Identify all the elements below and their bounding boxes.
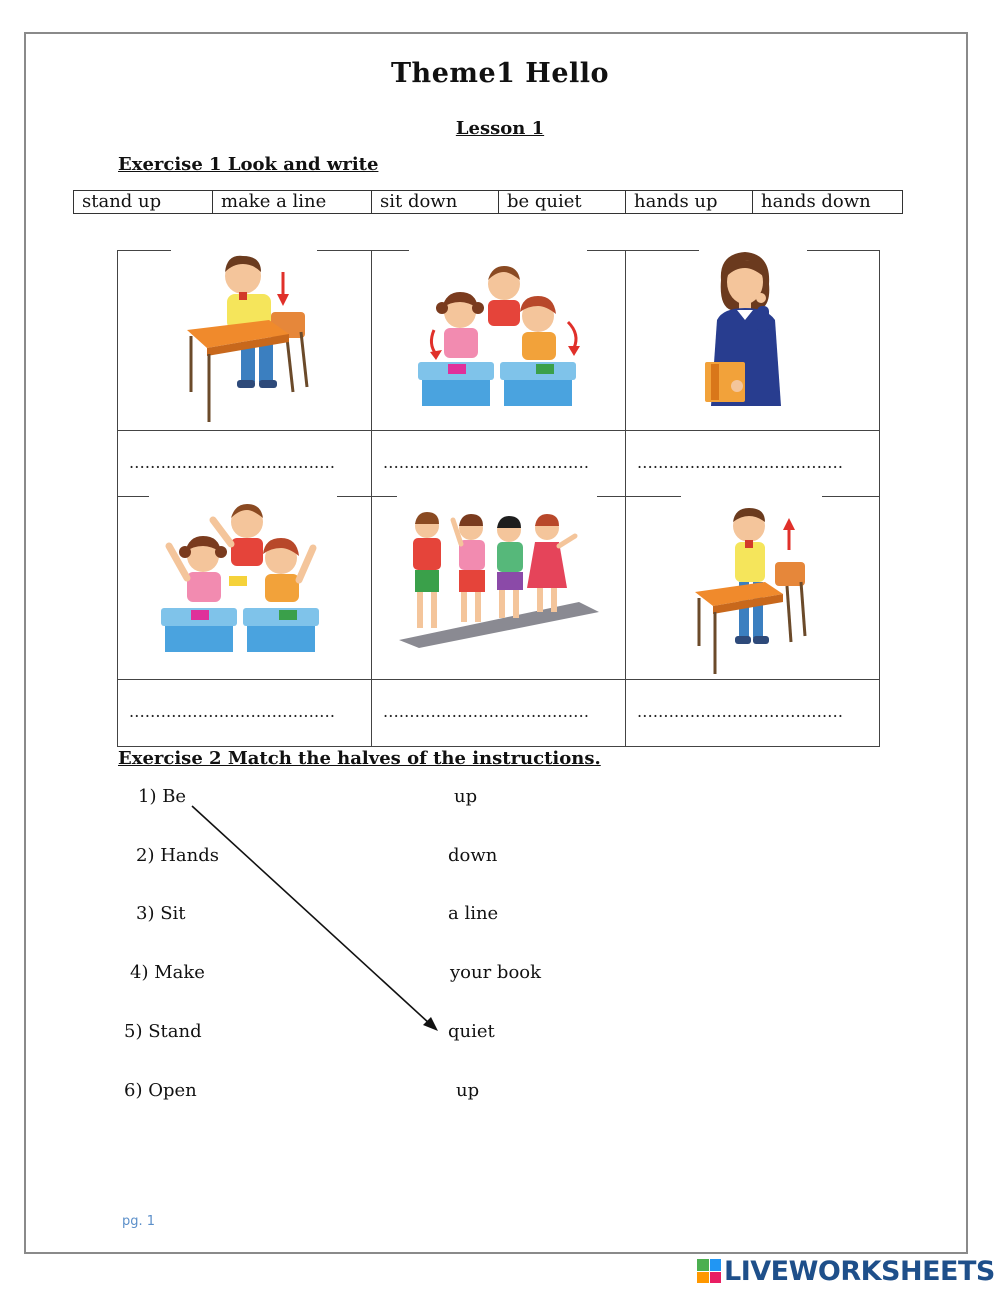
match-right-item[interactable]: up: [454, 786, 478, 807]
brand-icon: [697, 1259, 721, 1283]
match-left-item[interactable]: 3) Sit: [136, 903, 186, 924]
match-right-item[interactable]: your book: [450, 962, 542, 983]
answer-blank[interactable]: .......................................: [129, 702, 336, 721]
match-right-item[interactable]: down: [448, 845, 498, 866]
answer-blank[interactable]: .......................................: [637, 702, 844, 721]
word-bank-item: be quiet: [499, 191, 626, 214]
word-bank-item: sit down: [372, 191, 499, 214]
word-bank-item: hands down: [753, 191, 903, 214]
word-bank-item: hands up: [626, 191, 753, 214]
liveworksheets-logo[interactable]: [697, 1256, 995, 1286]
match-right-item[interactable]: quiet: [448, 1021, 495, 1042]
word-bank-item: stand up: [74, 191, 213, 214]
match-right-item[interactable]: up: [456, 1080, 480, 1101]
match-left-item[interactable]: 6) Open: [124, 1080, 197, 1101]
match-left-item[interactable]: 1) Be: [138, 786, 187, 807]
answer-blank[interactable]: .......................................: [383, 453, 590, 472]
match-left-item[interactable]: 4) Make: [130, 962, 205, 983]
word-bank-item: make a line: [213, 191, 372, 214]
answer-blank[interactable]: .......................................: [637, 453, 844, 472]
brand-text: LIVEWORKSHEETS: [724, 1255, 995, 1287]
answer-blank[interactable]: .......................................: [383, 702, 590, 721]
page-number: pg. 1: [122, 1214, 156, 1229]
worksheet-title: Theme1 Hello: [390, 58, 610, 89]
exercise-2-heading: Exercise 2 Match the halves of the instructions.: [118, 748, 601, 769]
exercise-1-heading: Exercise 1 Look and write: [118, 154, 379, 175]
answer-blank[interactable]: .......................................: [129, 453, 336, 472]
match-left-item[interactable]: 5) Stand: [124, 1021, 202, 1042]
match-right-item[interactable]: a line: [448, 903, 499, 924]
lesson-heading: Lesson 1: [455, 118, 545, 139]
match-left-item[interactable]: 2) Hands: [136, 845, 219, 866]
